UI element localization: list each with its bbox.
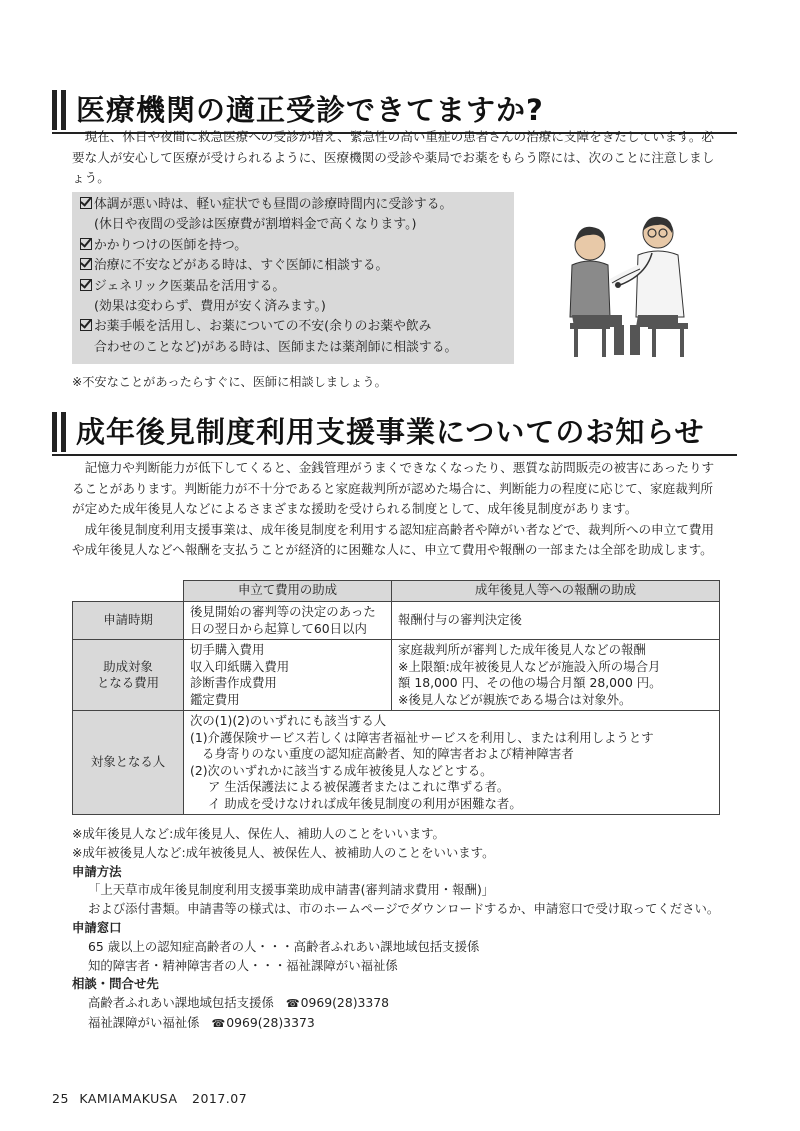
apply-method-heading: 申請方法 xyxy=(72,863,122,879)
table-header-blank xyxy=(73,581,184,602)
footnote: ※成年被後見人など:成年被後見人、被保佐人、被補助人のことをいいます。 xyxy=(72,844,495,860)
aid-table xyxy=(72,580,720,815)
row-label: 対象となる人 xyxy=(73,711,184,815)
page-footer xyxy=(52,1091,247,1106)
checklist-item-subtext: 合わせのことなど)がある時は、医師または薬剤師に相談する。 xyxy=(94,339,458,355)
checklist-item-text: かかりつけの医師を持つ。 xyxy=(94,237,248,253)
page-number: 25 xyxy=(52,1091,69,1106)
section1-note: ※不安なことがあったらすぐに、医師に相談しましょう。 xyxy=(72,375,387,389)
checklist-item-text: 体調が悪い時は、軽い症状でも昼間の診療時間内に受診する。 xyxy=(94,197,453,212)
checklist-item-subtext: (休日や夜間の受診は医療費が割増料金で高くなります。) xyxy=(94,217,417,233)
cell-line: ※後見人などが親族である場合は対象外。 xyxy=(398,691,632,707)
cell-line: 報酬付与の審判決定後 xyxy=(398,612,522,628)
section1-intro xyxy=(72,127,722,189)
section2-para2: 成年後見制度利用支援事業は、成年後見制度を利用する認知症高齢者や障がい者などで、裁判所への申立て費用や成年後見人などへ報酬を支払うことが経済的に困難な人に、申立て費用や報酬の一部または全部を助成します。 xyxy=(72,521,715,557)
row-label: 申請時期 xyxy=(73,602,184,640)
cell-line: 収入印紙購入費用 xyxy=(190,658,290,674)
table-header-application-fee: 申立て費用の助成 xyxy=(184,581,392,602)
cell-line: 診断書作成費用 xyxy=(190,675,277,690)
table-header-row xyxy=(73,581,720,602)
section2-title: 成年後見制度利用支援事業についてのお知らせ xyxy=(76,415,705,449)
cell-line: 額 18,000 円、その他の場合月額 28,000 円。 xyxy=(398,675,662,690)
checklist-item-text: お薬手帳を活用し、お薬についての不安(余りのお薬や飲み xyxy=(94,319,432,335)
cell-line: 次の(1)(2)のいずれにも該当する人 xyxy=(190,713,387,728)
cell-line: ア 生活保護法による被保護者またはこれに準ずる者。 xyxy=(208,779,510,794)
section2-body xyxy=(72,458,722,561)
telephone-icon: ☎ xyxy=(285,997,300,1011)
heading-bar-decoration xyxy=(52,90,57,130)
table-cell xyxy=(184,711,720,815)
cell-line: (2)次のいずれかに該当する成年被後見人などとする。 xyxy=(190,762,493,778)
checklist-item-subtext: (効果は変わらず、費用が安く済みます。) xyxy=(94,299,326,315)
issue-date: 2017.07 xyxy=(192,1091,248,1106)
cell-line: イ 助成を受けなければ成年後見制度の利用が困難な者。 xyxy=(208,795,522,811)
contact-name: 福祉課障がい福祉係 xyxy=(88,1014,200,1030)
checkbox-icon xyxy=(80,258,92,270)
section2-para1: 記憶力や判断能力が低下してくると、金銭管理がうまくできなくなったり、悪質な訪問販売の被害にあったりすることがあります。判断能力が不十分であると家庭裁判所が認めた場合に、判断能力の程度に応じて、家庭裁判所が定めた成年後見人などによるさまざまな援助を受けられる制度として、成年後見制度があります。 xyxy=(72,460,715,516)
row-label: 助成対象 となる費用 xyxy=(73,640,184,711)
checklist-item xyxy=(80,195,510,215)
table-cell xyxy=(184,640,392,711)
checklist-item xyxy=(80,256,510,276)
table-row xyxy=(73,602,720,640)
cell-line: (1)介護保険サービス若しくは障害者福祉サービスを利用し、または利用しようとす xyxy=(190,729,654,745)
section1-intro-text: 現在、休日や夜間に救急医療への受診が増え、緊急性の高い重症の患者さんの治療に支障をきたしています。必要な人が安心して医療が受けられるように、医療機関の受診や薬局でお薬をもらう際には、次のことに注意しましょう。 xyxy=(72,129,715,185)
cell-line: 後見開始の審判等の決定のあった xyxy=(190,604,376,619)
apply-method-form-name: 「上天草市成年後見制度利用支援事業助成申請書(審判請求費用・報酬)」 xyxy=(88,882,495,898)
apply-window-item: 知的障害者・精神障害者の人・・・福祉課障がい福祉係 xyxy=(88,957,398,973)
apply-window-item: 65 歳以上の認知症高齢者の人・・・高齢者ふれあい課地域包括支援係 xyxy=(88,938,480,954)
publication-name: KAMIAMAKUSA xyxy=(79,1091,178,1106)
table-row xyxy=(73,640,720,711)
checklist-item xyxy=(80,236,510,256)
table-header-guardian-fee: 成年後見人等への報酬の助成 xyxy=(392,581,720,602)
cell-line: ※上限額:成年被後見人などが施設入所の場合月 xyxy=(398,658,661,674)
cell-line: 日の翌日から起算して60日以内 xyxy=(190,620,367,636)
checkbox-icon xyxy=(80,279,92,291)
checklist-item xyxy=(80,277,510,297)
contact-tel: 0969(28)3373 xyxy=(226,1014,315,1030)
apply-method-text: および添付書類。申請書等の様式は、市のホームページでダウンロードするか、申請窓口で受け取ってください。 xyxy=(88,901,720,917)
apply-window-heading: 申請窓口 xyxy=(72,919,122,935)
cell-line: 切手購入費用 xyxy=(190,642,265,657)
cell-line: 鑑定費用 xyxy=(190,691,240,707)
telephone-icon: ☎ xyxy=(211,1016,226,1030)
checkbox-icon xyxy=(80,197,92,209)
checklist xyxy=(80,195,510,358)
checklist-item-text: 治療に不安などがある時は、すぐ医師に相談する。 xyxy=(94,258,389,274)
checkbox-icon xyxy=(80,319,92,331)
table-cell xyxy=(184,602,392,640)
table-cell xyxy=(392,640,720,711)
doctor-examining-patient-illustration xyxy=(560,205,695,365)
contact-item xyxy=(72,1014,732,1034)
heading-underline xyxy=(52,454,737,456)
section2-footnotes xyxy=(72,825,732,1034)
table-cell xyxy=(392,602,720,640)
checklist-item xyxy=(80,317,510,337)
heading-bar-decoration xyxy=(52,412,57,452)
cell-line: 家庭裁判所が審判した成年後見人などの報酬 xyxy=(398,642,646,657)
cell-line: る身寄りのない重度の認知症高齢者、知的障害者および精神障害者 xyxy=(202,746,574,761)
table-row xyxy=(73,711,720,815)
footnote: ※成年後見人など:成年後見人、保佐人、補助人のことをいいます。 xyxy=(72,826,445,841)
contact-item xyxy=(72,994,732,1014)
contact-heading: 相談・問合せ先 xyxy=(72,976,159,992)
heading-bar-decoration xyxy=(61,412,66,452)
checklist-item-text: ジェネリック医薬品を活用する。 xyxy=(94,278,286,294)
contact-name: 高齢者ふれあい課地域包括支援係 xyxy=(88,995,274,1011)
contact-tel: 0969(28)3378 xyxy=(300,995,390,1011)
heading-bar-decoration xyxy=(61,90,66,130)
section1-title: 医療機関の適正受診できてますか? xyxy=(76,93,544,127)
checkbox-icon xyxy=(80,238,92,250)
